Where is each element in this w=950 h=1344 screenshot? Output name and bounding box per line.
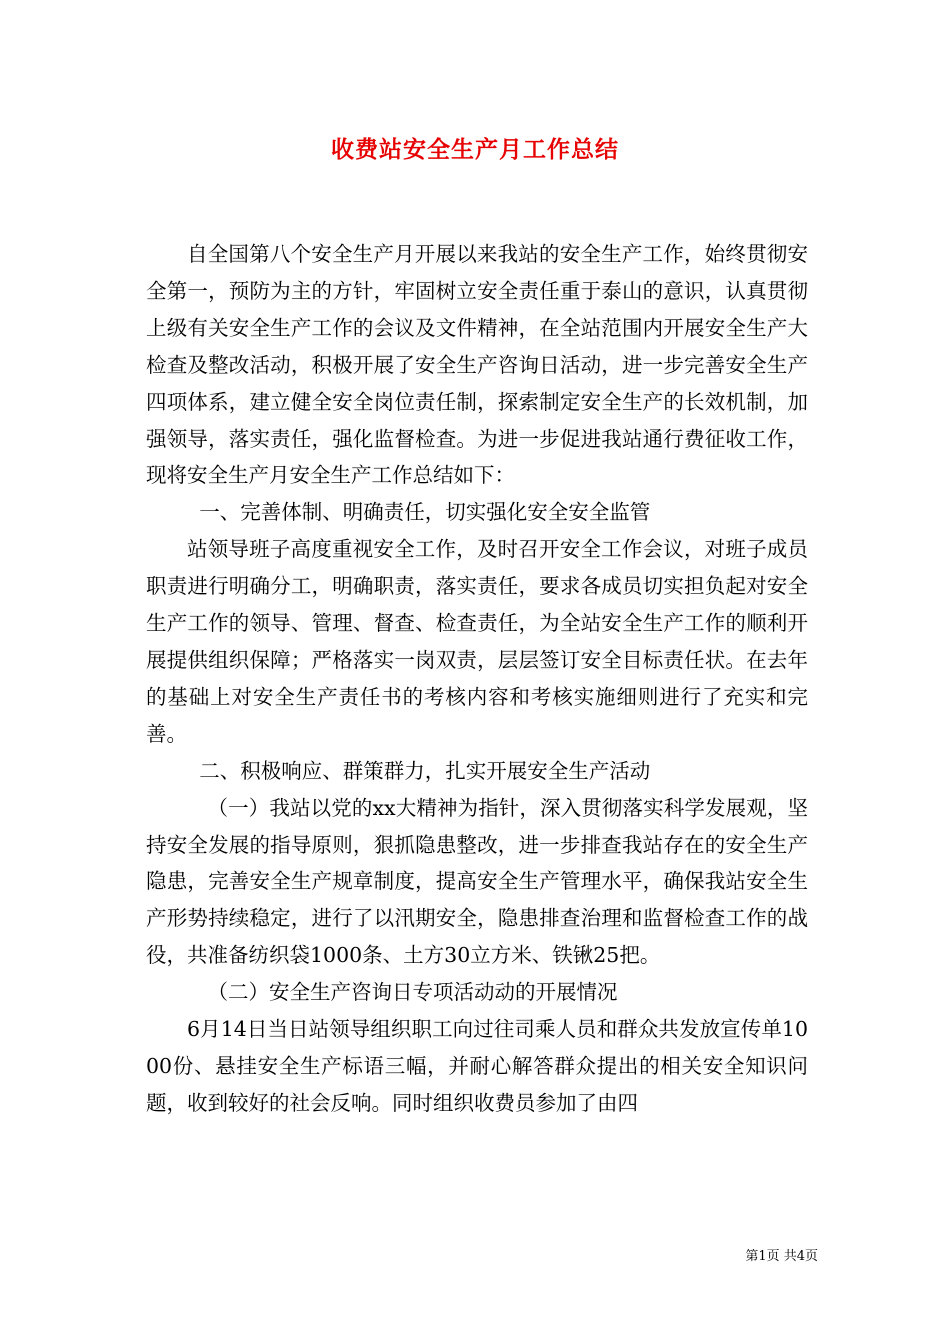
subsection-1-paragraph: （一）我站以党的xx大精神为指针，深入贯彻落实科学发展观，坚持安全发展的指导原则，狠抓隐患整改，进一步排查我站存在的安全生产隐患，完善安全生产规章制度，提高安全生产管理水平，确保我站安全生产形势持续稳定，进行了以汛期安全，隐患排查治理和监督检查工作的战役，共准备纺织袋1000条、土方30立方米、铁锹25把。 [146,795,808,968]
document-body [146,236,808,1122]
page-number: 第1页 共4页 [745,1249,818,1264]
section-1-paragraph: 站领导班子高度重视安全工作，及时召开安全工作会议，对班子成员职责进行明确分工，明确职责，落实责任，要求各成员切实担负起对安全生产工作的领导、管理、督查、检查责任，为全站安全生产工作的顺利开展提供组织保障；严格落实一岗双责，层层签订安全目标责任状。在去年的基础上对安全生产责任书的考核内容和考核实施细则进行了充实和完善。 [146,537,808,746]
intro-paragraph: 自全国第八个安全生产月开展以来我站的安全生产工作，始终贯彻安全第一，预防为主的方针，牢固树立安全责任重于泰山的意识，认真贯彻上级有关安全生产工作的会议及文件精神，在全站范围内开展安全生产大检查及整改活动，积极开展了安全生产咨询日活动，进一步完善安全生产四项体系，建立健全安全岗位责任制，探索制定安全生产的长效机制，加强领导，落实责任，强化监督检查。为进一步促进我站通行费征收工作，现将安全生产月安全生产工作总结如下： [146,242,808,488]
subsection-heading-2: （二）安全生产咨询日专项活动动的开展情况 [207,980,618,1005]
section-heading-2: 二、积极响应、群策群力，扎实开展安全生产活动 [199,758,651,783]
page-title: 收费站安全生产月工作总结 [331,136,619,163]
section-heading-1: 一、完善体制、明确责任，切实强化安全安全监管 [199,500,651,525]
subsection-2-paragraph: 6月14日当日站领导组织职工向过往司乘人员和群众共发放宣传单1000份、悬挂安全生产标语三幅，并耐心解答群众提出的相关安全知识问题，收到较好的社会反响。同时组织收费员参加了由四 [146,1017,808,1115]
